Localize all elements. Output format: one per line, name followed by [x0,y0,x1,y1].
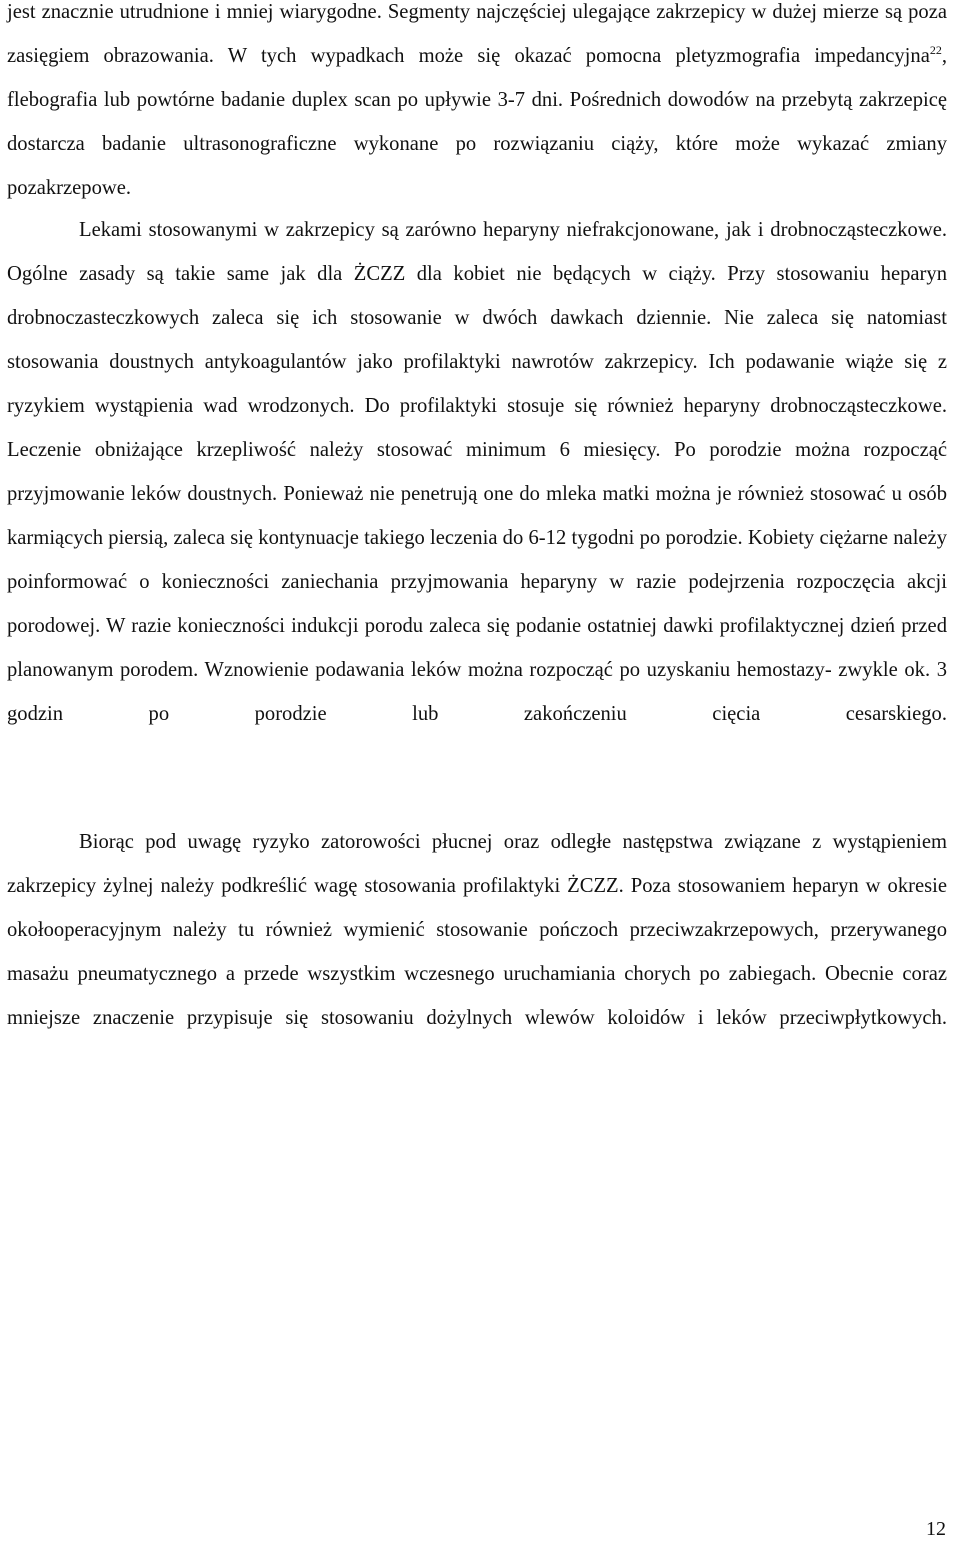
paragraph-1-after-ref: , flebografia lub powtórne badanie duplex scan po upływie 3-7 dni. Pośrednich dowodów na przebytą zakrzepicę dostarcza badanie ultrasonograficzne wykonane po rozwiązaniu ciąży, które może wykazać zmiany pozakrzepowe. [7,45,947,199]
paragraph-2-text: Lekami stosowanymi w zakrzepicy są zarówno heparyny niefrakcjonowane, jak i drobnocząsteczkowe. Ogólne zasady są takie same jak dla ŻCZZ dla kobiet nie będących w ciąży. Przy stosowaniu heparyn drobnoczasteczkowych zaleca się ich stosowanie w dwóch dawkach dziennie. Nie zaleca się natomiast stosowania doustnych antykoagulantów jako profilaktyki nawrotów zakrzepicy. Ich podawanie wiąże się z ryzykiem wystąpienia wad wrodzonych. Do profilaktyki stosuje się również heparyny drobnocząsteczkowe. Leczenie obniżające krzepliwość należy stosować minimum 6 miesięcy. Po porodzie można rozpocząć przyjmowanie leków doustnych. Ponieważ nie penetrują one do mleka matki można je również stosować u osób karmiących piersią, zaleca się kontynuacje takiego leczenia do 6-12 tygodni po porodzie. Kobiety ciężarne należy poinformować o konieczności zaniechania przyjmowania heparyny w razie podejrzenia rozpoczęcia akcji porodowej. W razie konieczności indukcji porodu zaleca się podanie ostatniej dawki profilaktycznej dzień przed planowanym porodem. Wznowienie podawania leków można rozpocząć po uzyskaniu hemostazy- zwykle ok. 3 godzin po porodzie lub zakończeniu cięcia cesarskiego. [7,219,947,725]
page-number: 12 [926,1518,946,1540]
paragraph-3 [7,820,947,1084]
footnote-reference: 22 [929,43,942,57]
paragraph-1-before-ref: jest znacznie utrudnione i mniej wiarygodne. Segmenty najczęściej ulegające zakrzepicy w dużej mierze są poza zasięgiem obrazowania. W tych wypadkach może się okazać pomocna pletyzmografia impedancyjna [7,1,947,67]
paragraph-2 [7,208,947,780]
paragraph-3-text: Biorąc pod uwagę ryzyko zatorowości płucnej oraz odległe następstwa związane z wystąpieniem zakrzepicy żylnej należy podkreślić wagę stosowania profilaktyki ŻCZZ. Poza stosowaniem heparyn w okresie okołooperacyjnym należy tu również wymienić stosowanie pończoch przeciwzakrzepowych, przerywanego masażu pneumatycznego a przede wszystkim wczesnego uruchamiania chorych po zabiegach. Obecnie coraz mniejsze znaczenie przypisuje się stosowaniu dożylnych wlewów koloidów i leków przeciwpłytkowych. [7,831,947,1029]
